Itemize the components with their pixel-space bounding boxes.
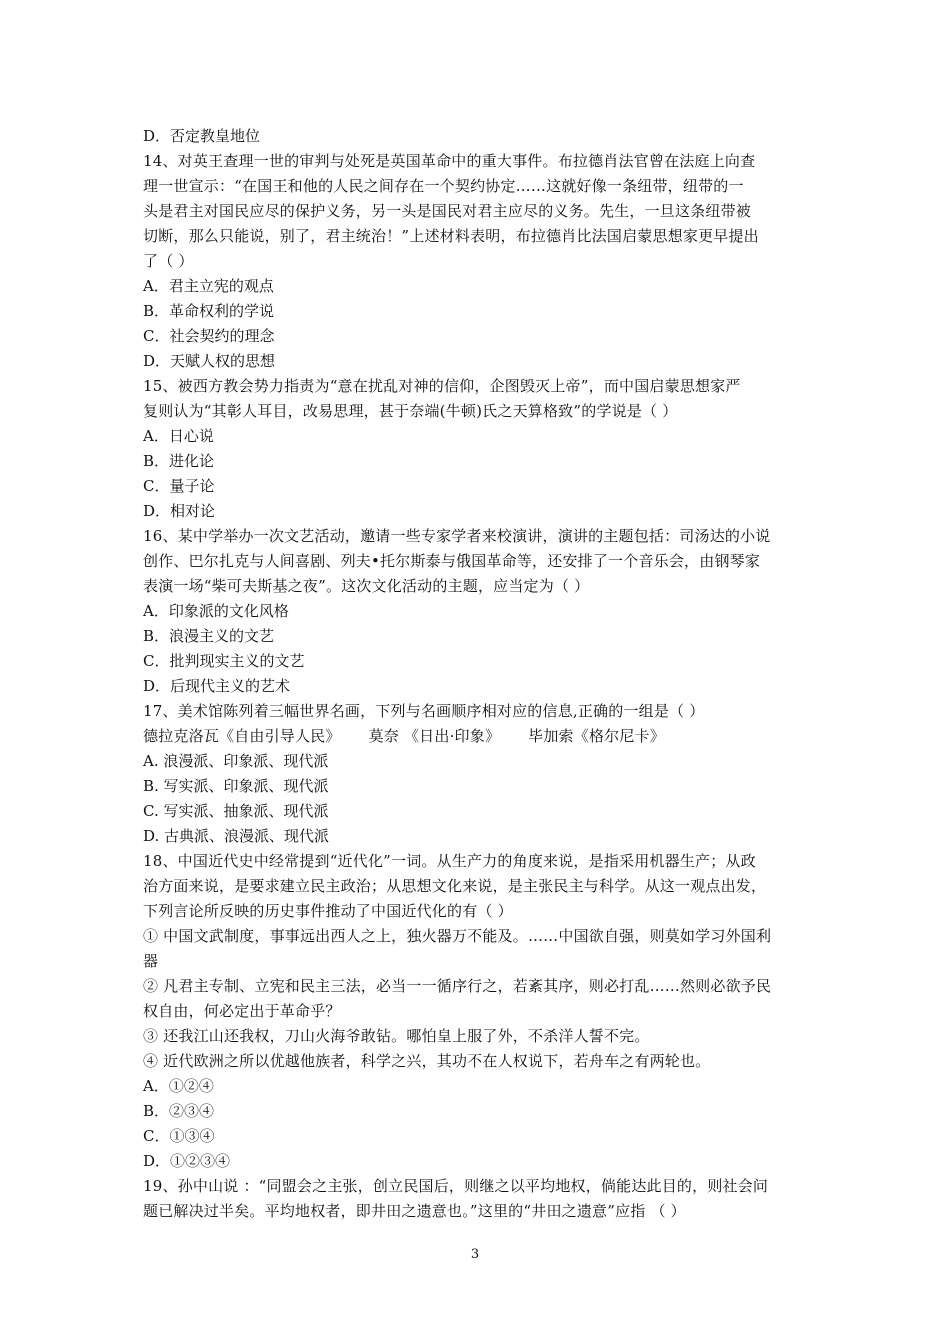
question-text: 下列言论所反映的历史事件推动了中国近代化的有（ ） [143, 902, 513, 920]
question-text: 17、美术馆陈列着三幅世界名画，下列与名画顺序相对应的信息,正确的一组是（ ） [143, 702, 705, 720]
question-text: 复则认为“其彰人耳目，改易思理，甚于奈端(牛顿)氏之天算格致”的学说是（ ） [143, 402, 678, 420]
document-body [143, 124, 809, 1224]
option-a: A．①②④ [143, 1077, 214, 1095]
question-text: 了（ ） [143, 252, 194, 270]
painting-list [143, 724, 809, 749]
option-b: B．革命权利的学说 [143, 302, 275, 320]
question-15 [143, 374, 809, 424]
option-c: C．批判现实主义的文艺 [143, 652, 305, 670]
option-c: C．社会契约的理念 [143, 327, 275, 345]
statement-3: ③ 还我江山还我权，刀山火海爷敢钻。哪怕皇上服了外，不杀洋人誓不完。 [143, 1027, 650, 1045]
option-b: B．②③④ [143, 1102, 215, 1120]
question-text: 18、中国近代史中经常提到“近代化”一词。从生产力的角度来说，是指采用机器生产；从政 [143, 852, 756, 870]
question-19 [143, 1174, 809, 1224]
statement-4: ④ 近代欧洲之所以优越他族者，科学之兴，其功不在人权说下，若舟车之有两轮也。 [143, 1052, 711, 1070]
question-16 [143, 524, 809, 599]
question-text: 19、孙中山说 ：“同盟会之主张，创立民国后，则继之以平均地权，倘能达此目的，则社会问 [143, 1177, 769, 1195]
option-d: D. 古典派、浪漫派、现代派 [143, 827, 330, 845]
option-d: D．相对论 [143, 502, 216, 520]
painting-3: 毕加索《格尔尼卡》 [528, 727, 665, 745]
question-text: 题已解决过半矣。平均地权者，即井田之遗意也。”这里的“井田之遗意”应指 （ ） [143, 1202, 686, 1220]
question-17 [143, 699, 809, 749]
question-text: 治方面来说，是要求建立民主政治；从思想文化来说，是主张民主与科学。从这一观点出发， [143, 877, 767, 895]
question-text: 表演一场“柴可夫斯基之夜”。这次文化活动的主题，应当定为（ ） [143, 577, 590, 595]
painting-1: 德拉克洛瓦《自由引导人民》 [143, 727, 341, 745]
painting-2: 莫奈 《日出·印象》 [368, 727, 501, 745]
option-a: A．日心说 [143, 427, 214, 445]
statement-1-cont: 器 [143, 952, 159, 970]
option-d: D．后现代主义的艺术 [143, 677, 291, 695]
option-c: C. 写实派、抽象派、现代派 [143, 802, 329, 820]
option-b: B．进化论 [143, 452, 215, 470]
statement-2-cont: 权自由，何必定出于革命乎？ [143, 1002, 341, 1020]
option-c: C．①③④ [143, 1127, 215, 1145]
option-d: D．天赋人权的思想 [143, 352, 276, 370]
page-number: 3 [470, 1247, 480, 1262]
question-text: 头是君主对国民应尽的保护义务，另一头是国民对君主应尽的义务。先生，一旦这条纽带被 [143, 202, 752, 220]
statement-2: ② 凡君主专制、立宪和民主三法，必当一一循序行之，若紊其序，则必打乱……然则必欲予民 [143, 977, 772, 995]
question-18 [143, 849, 809, 1074]
option-a: A. 浪漫派、印象派、现代派 [143, 752, 329, 770]
option-a: A．印象派的文化风格 [143, 602, 289, 620]
question-text: 16、某中学举办一次文艺活动，邀请一些专家学者来校演讲，演讲的主题包括：司汤达的小说 [143, 527, 771, 545]
question-text: 15、被西方教会势力指责为“意在扰乱对神的信仰，企图毁灭上帝”，而中国启蒙思想家严 [143, 377, 741, 395]
option-c: C．量子论 [143, 477, 215, 495]
question-text: 切断，那么只能说，别了，君主统治！”上述材料表明，布拉德肖比法国启蒙思想家更早提出 [143, 227, 759, 245]
question-text: 创作、巴尔扎克与人间喜剧、列夫•托尔斯泰与俄国革命等，还安排了一个音乐会，由钢琴家 [143, 552, 761, 570]
question-14 [143, 149, 809, 274]
option-b: B．浪漫主义的文艺 [143, 627, 275, 645]
question-text: 14、对英王查理一世的审判与处死是英国革命中的重大事件。布拉德肖法官曾在法庭上向查 [143, 152, 756, 170]
option-a: A．君主立宪的观点 [143, 277, 274, 295]
option-b: B. 写实派、印象派、现代派 [143, 777, 329, 795]
question-text: 理一世宣示：“在国王和他的人民之间存在一个契约协定……这就好像一条纽带，纽带的一 [143, 177, 744, 195]
option-d: D．①②③④ [143, 1152, 231, 1170]
statement-1: ① 中国文武制度，事事远出西人之上，独火器万不能及。……中国欲自强，则莫如学习外国利 [143, 927, 772, 945]
option-line: D．否定教皇地位 [143, 127, 261, 145]
